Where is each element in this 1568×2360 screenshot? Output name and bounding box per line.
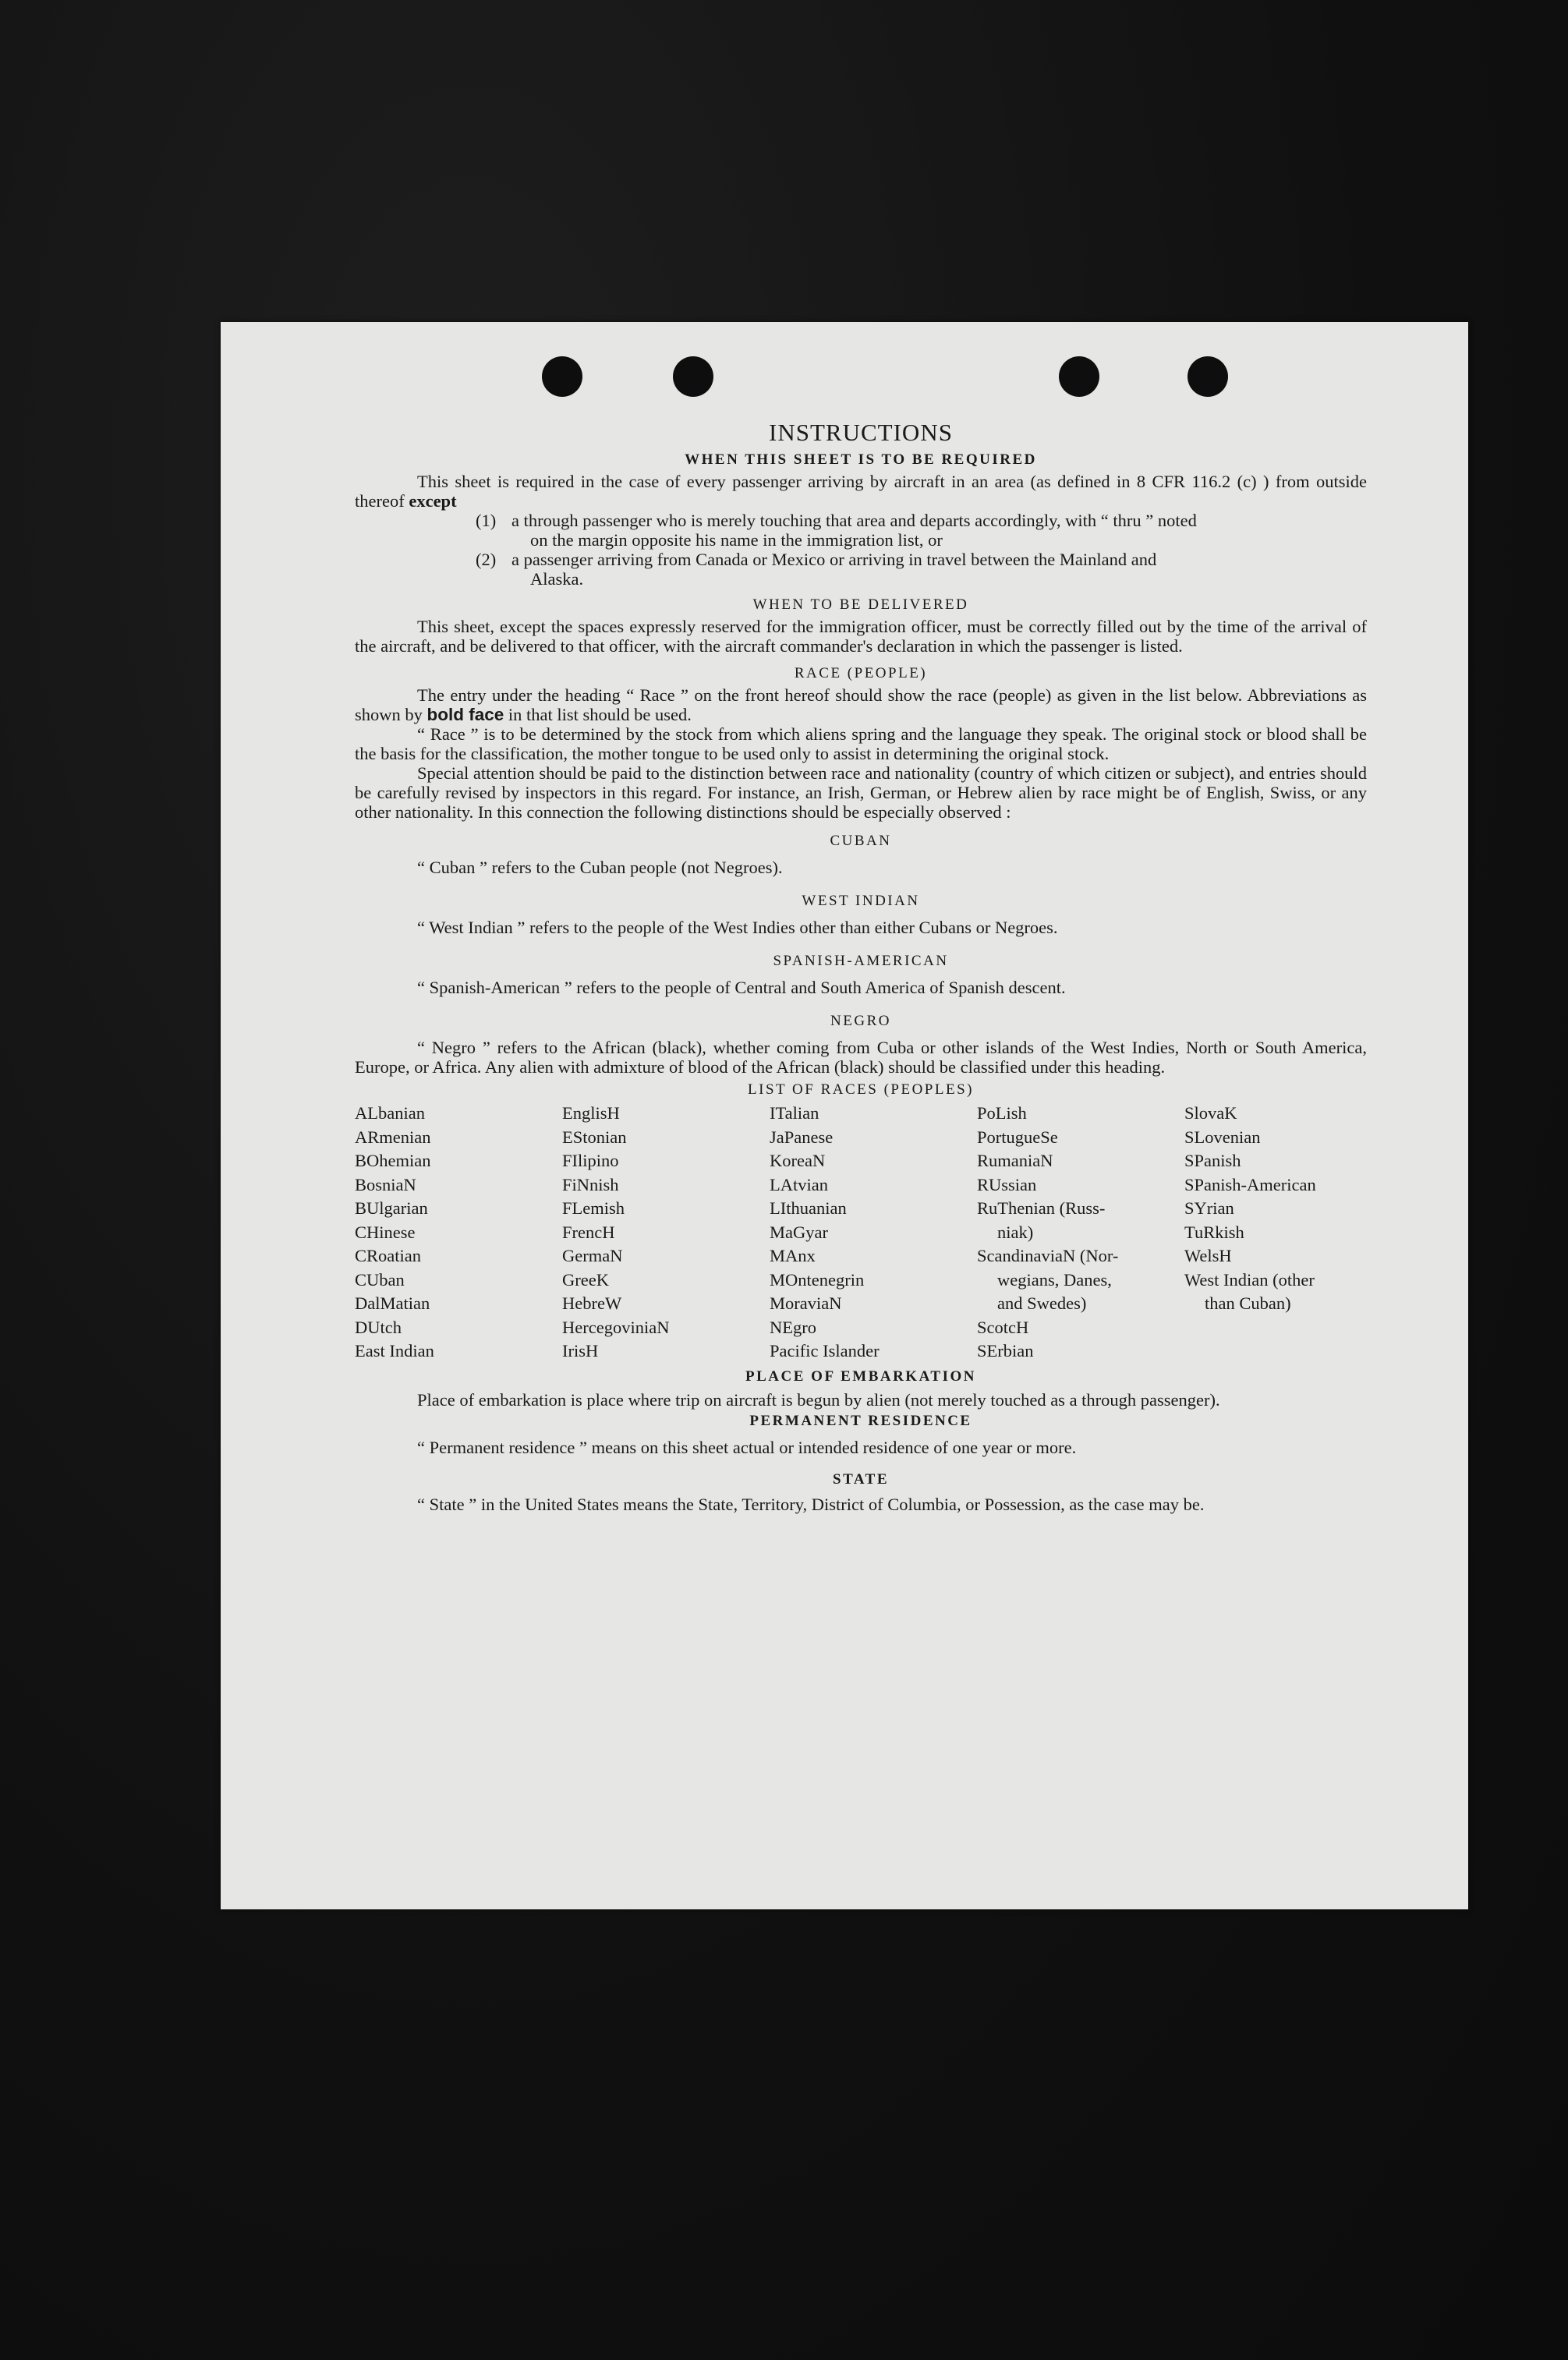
list-item: than Cuban) — [1205, 1293, 1291, 1313]
list-item: CUban — [355, 1269, 405, 1290]
list-item: ARmenian — [355, 1127, 431, 1147]
list-item: MaGyar — [770, 1222, 828, 1242]
list-item: LIthuanian — [770, 1198, 847, 1218]
state-text: “ State ” in the United States means the State, Territory, District of Columbia, or Possession, as the case may be. — [417, 1494, 1205, 1514]
when-required-text: This sheet is required in the case of every passenger arriving by aircraft in an area (as defined in 8 CFR 116.2 (c) ) from outside thereof except — [355, 472, 1367, 511]
list-item: GreeK — [562, 1269, 609, 1290]
section-heading-embarkation: PLACE OF EMBARKATION — [745, 1368, 976, 1385]
section-heading-when-delivered: WHEN TO BE DELIVERED — [752, 596, 969, 613]
races-column-5 — [1184, 1102, 1367, 1364]
section-heading-negro: NEGRO — [830, 1013, 891, 1029]
list-item: CHinese — [355, 1222, 416, 1242]
when-delivered-text: This sheet, except the spaces expressly reserved for the immigration officer, must be correctly filled out by the time of the arrival of the aircraft, and be delivered to that officer, with the aircraft commander's declaration in which the passenger is listed. — [355, 617, 1367, 656]
race-paragraph-2: “ Race ” is to be determined by the stock from which aliens spring and the language they speak. The original stock or blood shall be the basis for the classification, the mother tongue to be used only to assist in determining the original stock. — [355, 724, 1367, 763]
exception-item-2: (2) a passenger arriving from Canada or Mexico or arriving in travel between the Mainland and Alaska. — [476, 550, 1157, 589]
list-item: HercegovinіaN — [562, 1317, 670, 1337]
list-item: and Swedes) — [997, 1293, 1087, 1313]
instructions-body — [355, 322, 1367, 1514]
list-item: HebreW — [562, 1293, 622, 1313]
list-item: BosniaN — [355, 1174, 416, 1194]
races-list — [355, 1102, 1367, 1364]
permanent-residence-text: “ Permanent residence ” means on this sheet actual or intended residence of one year or more. — [417, 1437, 1077, 1457]
race-paragraph-3: Special attention should be paid to the distinction between race and nationality (country of which citizen or subject), and entries should be carefully revised by inspectors in this regard. For instance, an Irish, German, or Hebrew alien by race might be of English, Swiss, or any other nationality. In this connection the following distinctions should be especially observed : — [355, 763, 1367, 822]
list-item: CRoatian — [355, 1246, 421, 1265]
list-item: IrisH — [562, 1341, 599, 1360]
list-item: DUtch — [355, 1317, 402, 1337]
list-item: ScandinaviaN (Nor- — [977, 1246, 1119, 1265]
section-heading-west-indian: WEST INDIAN — [802, 893, 920, 909]
list-item: PortugueSe — [977, 1127, 1058, 1147]
list-item: ScotcH — [977, 1317, 1029, 1337]
list-item: KoreaN — [770, 1151, 826, 1170]
exception-item-1: (1) a through passenger who is merely touching that area and departs accordingly, with “ thru ” noted on the margin opposite his name in the immigration list, or — [476, 511, 1197, 550]
list-item: MOntenegrin — [770, 1269, 865, 1290]
page-title: INSTRUCTIONS — [769, 419, 953, 446]
list-item: niak) — [997, 1222, 1034, 1242]
list-item: Pacific Islander — [770, 1341, 880, 1360]
list-item: wegians, Danes, — [997, 1269, 1112, 1290]
list-item: WelsH — [1184, 1246, 1232, 1265]
list-item: EStonian — [562, 1127, 627, 1147]
list-item: SPanish-American — [1184, 1174, 1316, 1194]
list-item: RUssian — [977, 1174, 1037, 1194]
west-indian-text: “ West Indian ” refers to the people of the West Indies other than either Cubans or Negroes. — [417, 918, 1058, 937]
list-item: SlovaK — [1184, 1103, 1237, 1123]
section-heading-race: RACE (PEOPLE) — [794, 665, 928, 681]
list-item: TuRkish — [1184, 1222, 1244, 1242]
list-item: EnglisH — [562, 1103, 620, 1123]
races-column-3 — [770, 1102, 977, 1364]
list-item: LAtvian — [770, 1174, 828, 1194]
list-item: MAnx — [770, 1246, 816, 1265]
list-item: ITalian — [770, 1103, 819, 1123]
embarkation-text: Place of embarkation is place where trip on aircraft is begun by alien (not merely touched as a through passenger). — [417, 1389, 1220, 1410]
list-item: RuThenian (Russ- — [977, 1198, 1106, 1218]
list-item: DalMatian — [355, 1293, 430, 1313]
races-column-4 — [977, 1102, 1184, 1364]
list-item: RumaniaN — [977, 1151, 1053, 1170]
list-item: FLemish — [562, 1198, 625, 1218]
cuban-text: “ Cuban ” refers to the Cuban people (not Negroes). — [417, 858, 783, 877]
list-item: West Indian (other — [1184, 1269, 1315, 1290]
list-item: SLovenian — [1184, 1127, 1261, 1147]
spanish-american-text: “ Spanish-American ” refers to the people of Central and South America of Spanish descent. — [417, 978, 1066, 997]
race-paragraph-1: The entry under the heading “ Race ” on the front hereof should show the race (people) as given in the list below. Abbreviations as shown by bold face in that list should be used. — [355, 685, 1367, 724]
section-heading-list-of-races: LIST OF RACES (PEOPLES) — [748, 1081, 974, 1098]
list-item: GermaN — [562, 1246, 623, 1265]
section-heading-permanent-residence: PERMANENT RESIDENCE — [749, 1412, 972, 1429]
list-item: FIlipino — [562, 1151, 619, 1170]
list-item: East Indian — [355, 1341, 434, 1360]
list-item: BUlgarian — [355, 1198, 428, 1218]
negro-text: “ Negro ” refers to the African (black), whether coming from Cuba or other islands of the West Indies, North or South America, Europe, or Africa. Any alien with admixture of blood of the African (black) should be classified under this heading. — [355, 1038, 1367, 1077]
list-item: JaPanese — [770, 1127, 834, 1147]
instruction-sheet — [221, 322, 1468, 1909]
section-heading-spanish-american: SPANISH-AMERICAN — [773, 953, 949, 969]
section-heading-cuban: CUBAN — [830, 833, 892, 849]
section-heading-state: STATE — [833, 1470, 889, 1488]
list-item: SPanish — [1184, 1151, 1241, 1170]
list-item: MoraviaN — [770, 1293, 842, 1313]
list-item: FiNnish — [562, 1174, 619, 1194]
races-column-2 — [562, 1102, 770, 1364]
list-item: FrencH — [562, 1222, 615, 1242]
list-item: ALbanian — [355, 1103, 425, 1123]
races-column-1 — [355, 1102, 562, 1364]
list-item: BOhemian — [355, 1151, 431, 1170]
list-item: NEgro — [770, 1317, 816, 1337]
section-heading-when-required: WHEN THIS SHEET IS TO BE REQUIRED — [685, 451, 1037, 468]
list-item: SYrian — [1184, 1198, 1234, 1218]
list-item: PoLish — [977, 1103, 1027, 1123]
list-item: SErbian — [977, 1341, 1034, 1360]
